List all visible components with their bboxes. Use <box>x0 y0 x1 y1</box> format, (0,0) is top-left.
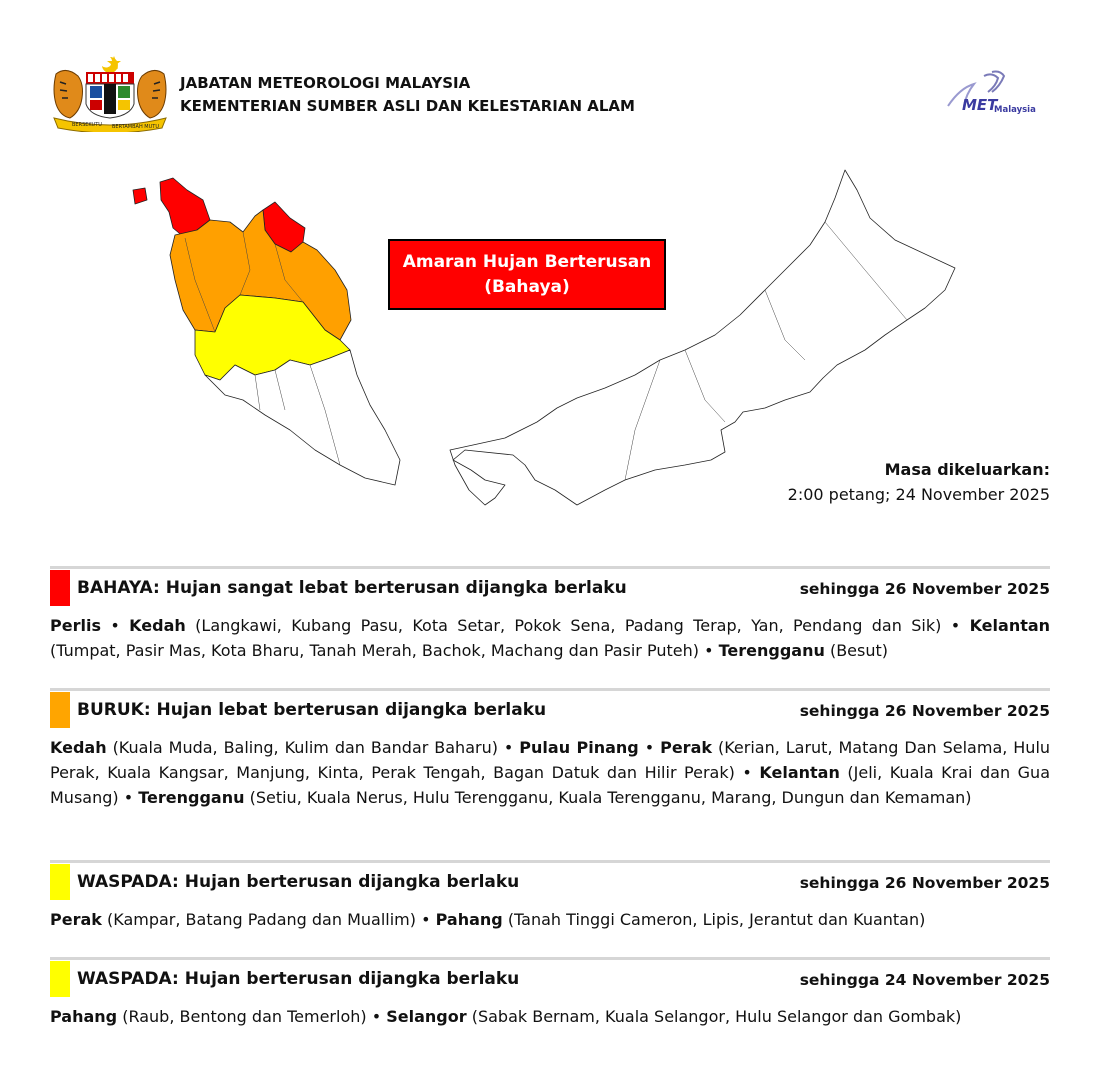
issued-value: 2:00 petang; 24 November 2025 <box>787 485 1050 504</box>
area-state: Pahang <box>435 910 503 929</box>
ministry-name: KEMENTERIAN SUMBER ASLI DAN KELESTARIAN ALAM <box>180 97 635 115</box>
area-state: Kelantan <box>759 763 840 782</box>
area-state: Pulau Pinang <box>519 738 639 757</box>
agency-title-block <box>180 72 635 118</box>
region-langkawi-red <box>133 188 147 204</box>
section-areas: Kedah (Kuala Muda, Baling, Kulim dan Bandar Baharu) • Pulau Pinang • Perak (Kerian, Larut, Matang Dan Selama, Hulu Perak, Kuala Kangsar, Manjung, Kinta, Perak Tengah, Bagan Datuk dan Hilir Perak) • Kelantan (Jeli, Kuala Krai dan Gua Musang) • Terengganu (Setiu, Kuala Nerus, Hulu Terengganu, Kuala Terengganu, Marang, Dungun dan Kemaman) <box>50 738 1051 807</box>
warning-title: Amaran Hujan Berterusan <box>402 251 652 272</box>
level-color-swatch <box>50 692 70 728</box>
warning-section-buruk <box>50 688 1050 810</box>
area-state: Kelantan <box>969 616 1051 635</box>
page-header <box>50 52 1050 132</box>
section-areas: Perak (Kampar, Batang Padang dan Muallim) • Pahang (Tanah Tinggi Cameron, Lipis, Jerantut dan Kuantan) <box>50 910 926 929</box>
svg-text:MET: MET <box>962 96 998 114</box>
area-state: Perak <box>660 738 712 757</box>
section-areas: Pahang (Raub, Bentong dan Temerloh) • Selangor (Sabak Bernam, Kuala Selangor, Hulu Selangor dan Gombak) <box>50 1007 962 1026</box>
area-districts: (Kampar, Batang Padang dan Muallim) <box>107 910 416 929</box>
section-title: WASPADA: Hujan berterusan dijangka berlaku <box>77 872 520 892</box>
level-color-swatch <box>50 570 70 606</box>
area-districts: (Besut) <box>829 641 889 660</box>
region-sabah-sarawak <box>450 170 955 505</box>
area-districts: (Kerian, Larut, Matang Dan Selama, Hulu Perak, Kuala Kangsar, Manjung, Kinta, Perak Tengah, Bagan Datuk dan Hilir Perak) <box>50 738 1051 782</box>
section-title: BAHAYA: Hujan sangat lebat berterusan dijangka berlaku <box>77 578 627 598</box>
area-districts: (Raub, Bentong dan Temerloh) <box>122 1007 367 1026</box>
section-title: BURUK: Hujan lebat berterusan dijangka berlaku <box>77 700 547 720</box>
area-districts: (Tumpat, Pasir Mas, Kota Bharu, Tanah Merah, Bachok, Machang dan Pasir Puteh) <box>50 641 699 660</box>
svg-text:BERTAMBAH MUTU: BERTAMBAH MUTU <box>112 124 159 130</box>
level-color-swatch <box>50 961 70 997</box>
area-state: Kedah <box>50 738 107 757</box>
warning-section-bahaya <box>50 566 1050 663</box>
issued-label: Masa dikeluarkan: <box>884 460 1050 479</box>
area-districts: (Tanah Tinggi Cameron, Lipis, Jerantut dan Kuantan) <box>507 910 926 929</box>
area-state: Perlis <box>50 616 101 635</box>
agency-name: JABATAN METEOROLOGI MALAYSIA <box>180 74 471 92</box>
area-state: Pahang <box>50 1007 118 1026</box>
warning-level: (Bahaya) <box>484 276 570 297</box>
area-districts: (Setiu, Kuala Nerus, Hulu Terengganu, Kuala Terengganu, Marang, Dungun dan Kemaman) <box>249 788 972 807</box>
borneo-malaysia-map <box>450 170 955 505</box>
region-white-south <box>205 350 400 485</box>
area-districts: (Langkawi, Kubang Pasu, Kota Setar, Pokok Sena, Padang Terap, Yan, Pendang dan Sik) <box>195 616 942 635</box>
peninsular-malaysia-map <box>133 178 400 485</box>
level-color-swatch <box>50 864 70 900</box>
section-until-date: sehingga 26 November 2025 <box>799 874 1050 892</box>
section-until-date: sehingga 24 November 2025 <box>799 971 1050 989</box>
section-areas: Perlis • Kedah (Langkawi, Kubang Pasu, Kota Setar, Pokok Sena, Padang Terap, Yan, Pendang dan Sik) • Kelantan (Tumpat, Pasir Mas, Kota Bharu, Tanah Merah, Bachok, Machang dan Pasir Puteh) • Terengganu (Besut) <box>50 616 1051 660</box>
area-state: Perak <box>50 910 102 929</box>
area-districts: (Kuala Muda, Baling, Kulim dan Bandar Baharu) <box>112 738 498 757</box>
section-title: WASPADA: Hujan berterusan dijangka berlaku <box>77 969 520 989</box>
svg-text:BERSEKUTU: BERSEKUTU <box>72 122 102 128</box>
malaysia-crest-icon <box>50 52 170 132</box>
warning-section-waspada-2 <box>50 957 1050 1029</box>
area-districts: (Sabak Bernam, Kuala Selangor, Hulu Selangor dan Gombak) <box>471 1007 962 1026</box>
met-malaysia-logo-icon <box>934 68 1046 118</box>
area-state: Kedah <box>129 616 186 635</box>
area-state: Selangor <box>386 1007 467 1026</box>
section-until-date: sehingga 26 November 2025 <box>799 702 1050 720</box>
area-state: Terengganu <box>718 641 825 660</box>
area-districts: (Jeli, Kuala Krai dan Gua Musang) <box>50 763 1051 807</box>
warning-label-box <box>388 239 666 310</box>
section-until-date: sehingga 26 November 2025 <box>799 580 1050 598</box>
issued-time-block <box>788 457 1050 507</box>
warning-section-waspada-1 <box>50 860 1050 932</box>
area-state: Terengganu <box>138 788 245 807</box>
svg-text:Malaysia: Malaysia <box>994 105 1036 115</box>
